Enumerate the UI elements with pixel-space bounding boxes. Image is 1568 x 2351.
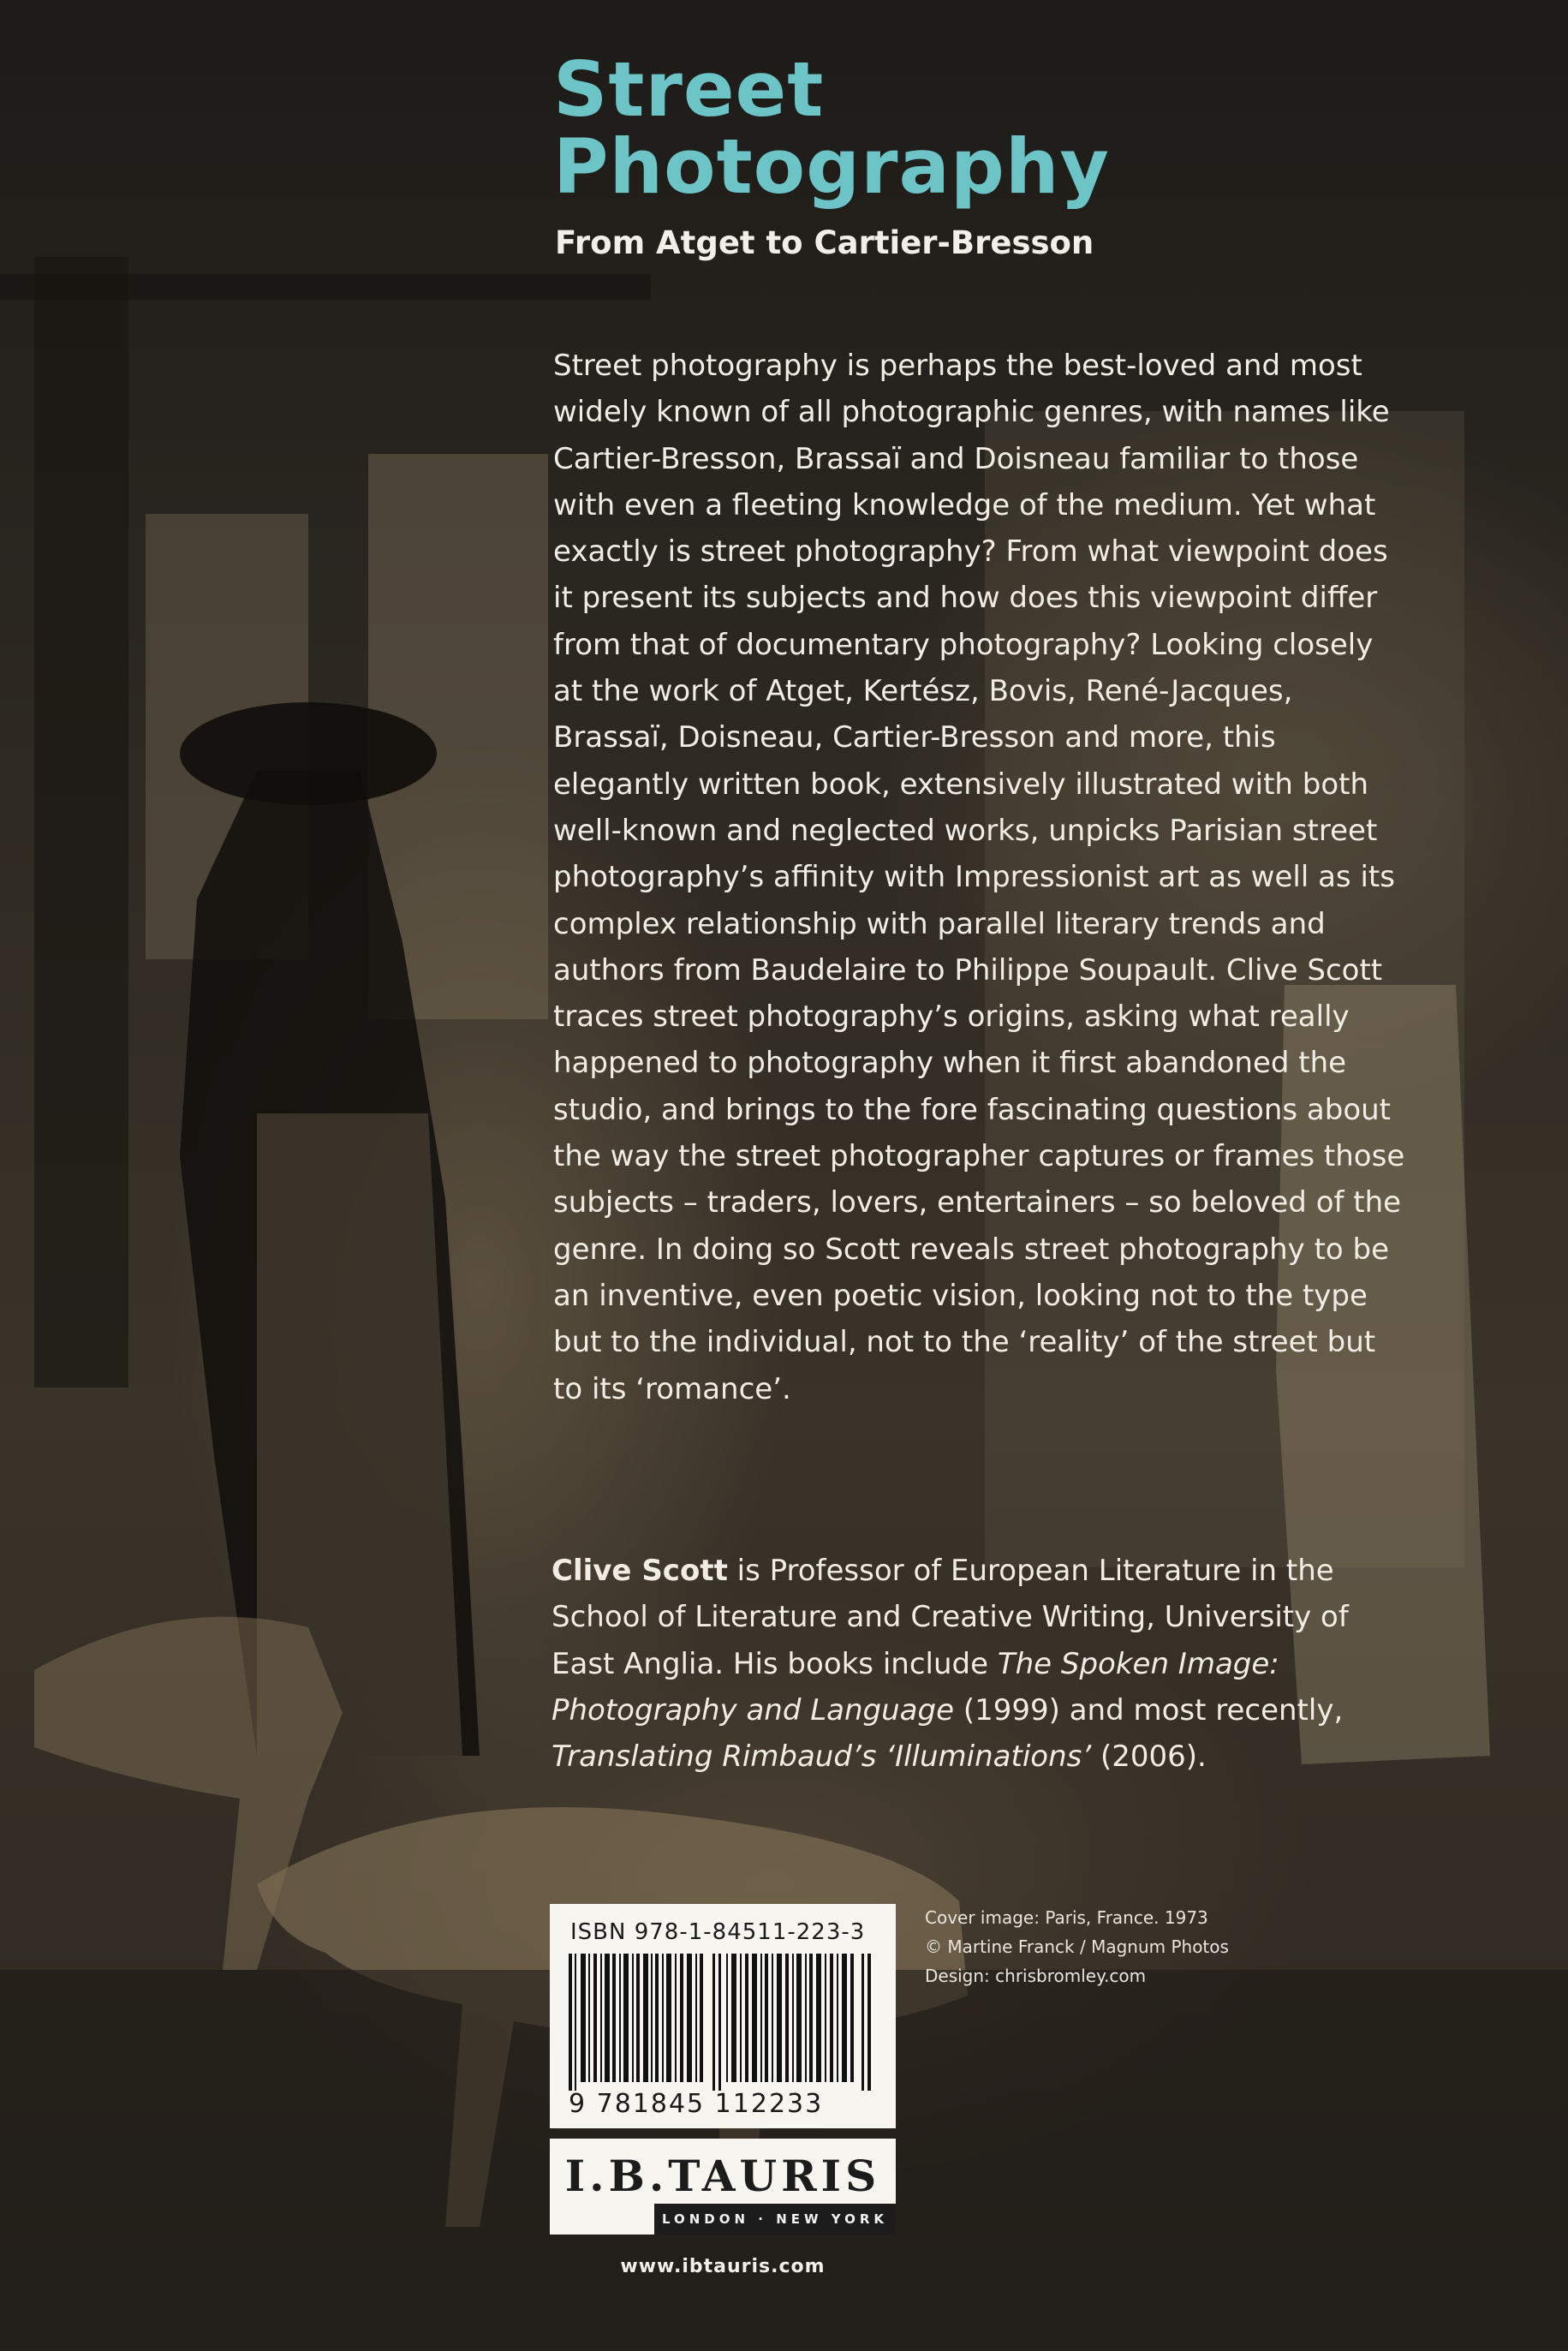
window-frame-left: [34, 257, 128, 1387]
book-description: Street photography is perhaps the best-loved and most widely known of all photographic genres, with names like Cartier-Bresson, Brassaï and Doisneau familiar to those with even a fleeting knowledge of the medium. Yet what exactly is street photography? From what viewpoint does it present its subjects and how does this viewpoint differ from that of documentary photography? Looking closely at the work of Atget, Kertész, Bovis, René-Jacques, Brassaï, Doisneau, Cartier-Bresson and more, this elegantly written book, extensively illustrated with both well-known and neglected works, unpicks Parisian street photography’s affinity with Impressionist art as well as its complex relationship with parallel literary trends and authors from Baudelaire to Philippe Soupault. Clive Scott traces street photography’s origins, asking what really happened to photography when it first abandoned the studio, and brings to the fore fascinating questions about the way the street photographer captures or frames those subjects – traders, lovers, entertainers – so beloved of the genre. In doing so Scott reveals street photography to be an inventive, even poetic vision, looking not to the type but to the individual, not to the ‘reality’ of the street but to its ‘romance’.: [553, 349, 1405, 1406]
barcode-digits: 9 781845 112233: [569, 2089, 824, 2119]
book-title: [553, 45, 1410, 211]
isbn-barcode-box: [550, 1904, 896, 2128]
author-bio: [551, 1548, 1408, 1780]
credit-line-3: Design: chrisbromley.com: [925, 1966, 1147, 1986]
bio-text-2: (1999) and most recently,: [954, 1692, 1344, 1727]
publisher-name: I.B.TAURIS: [564, 2151, 881, 2201]
credit-line-1: Cover image: Paris, France. 1973: [925, 1907, 1208, 1928]
barcode-icon: [569, 1954, 877, 2091]
credit-line-2: © Martine Franck / Magnum Photos: [925, 1936, 1229, 1957]
title-line-1: Street: [553, 45, 825, 134]
bio-text-1: is Professor of European Literature in the School of Literature and Creative Writing, University of East Anglia. His books include: [551, 1554, 1349, 1681]
publisher-website: www.ibtauris.com: [620, 2256, 826, 2277]
title-line-2: Photography: [553, 122, 1110, 211]
image-credits: [925, 1903, 1285, 1990]
bio-book-2: Translating Rimbaud’s ‘Illuminations’: [551, 1739, 1092, 1775]
publisher-cities: LONDON · NEW YORK: [654, 2204, 896, 2235]
book-subtitle: From Atget to Cartier-Bresson: [555, 224, 1094, 261]
door-frame-top: [0, 274, 651, 300]
author-name: Clive Scott: [551, 1554, 728, 1588]
isbn-label: ISBN 978-1-84511-223-3: [570, 1919, 866, 1945]
bio-text-3: (2006).: [1091, 1739, 1207, 1775]
bio-book-1: The Spoken Image: Photography and Language: [551, 1646, 1279, 1727]
publisher-logo: [550, 2139, 896, 2235]
